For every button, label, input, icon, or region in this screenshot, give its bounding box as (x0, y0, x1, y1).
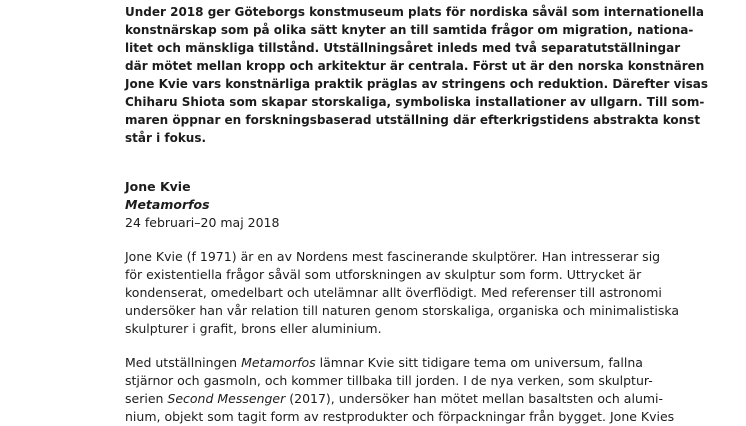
intro-line: står i fokus. (125, 131, 207, 145)
paragraph-line: undersöker han vår relation till naturen genom storskaliga, organiska och minimalistiska (125, 303, 680, 318)
intro-line: där mötet mellan kropp och arkitektur är centrala. Först ut är den norska konstnären (125, 59, 705, 73)
italic-title: Second Messenger (167, 391, 286, 406)
intro-line: Under 2018 ger Göteborgs konstmuseum plats för nordiska såväl som internationella (125, 5, 704, 19)
text-run: lämnar Kvie sitt tidigare tema om universum, fallna (315, 355, 643, 370)
paragraph-line: nium, objekt som tagit form av restprodukter och förpackningar från bygget. Jone Kvies (125, 409, 675, 424)
intro-line: Jone Kvie vars konstnärliga praktik präglas av stringens och reduktion. Därefter visas (125, 77, 708, 91)
artist-name: Jone Kvie (125, 179, 191, 194)
body-paragraph-1 (125, 248, 685, 338)
text-run: Med utställningen (125, 355, 242, 370)
paragraph-line: Jone Kvie (f 1971) är en av Nordens mest fascinerande skulptörer. Han intresserar sig (125, 249, 661, 264)
paragraph-line (125, 390, 685, 408)
paragraph-line: kondenserat, omedelbart och utelämnar allt överflödigt. Med referenser till astronomi (125, 285, 662, 300)
intro-line: Chiharu Shiota som skapar storskaliga, symboliska installationer av ullgarn. Till som- (125, 95, 705, 109)
intro-line: konstnärskap som på olika sätt knyter an till samtida frågor om migration, nationa- (125, 23, 694, 37)
paragraph-line: stjärnor och gasmoln, och kommer tillbaka till jorden. I de nya verken, som skulptur- (125, 373, 653, 388)
paragraph-line: för existentiella frågor såväl som utforskningen av skulptur som form. Uttrycket är (125, 267, 642, 282)
paragraph-line: skulpturer i grafit, brons eller aluminium. (125, 321, 382, 336)
body-paragraph-2 (125, 354, 685, 426)
text-run: serien (125, 391, 168, 406)
paragraph-line (125, 354, 685, 372)
exhibition-dates: 24 februari–20 maj 2018 (125, 215, 280, 230)
exhibition-title: Metamorfos (125, 197, 210, 212)
intro-line: litet och mänskliga tillstånd. Utställningsåret inleds med två separatutställningar (125, 41, 681, 55)
text-run: (2017), undersöker han mötet mellan basaltsten och alumi- (285, 391, 664, 406)
italic-title: Metamorfos (241, 355, 316, 370)
intro-paragraph (125, 3, 708, 147)
intro-line: maren öppnar en forskningsbaserad utställning där efterkrigstidens abstrakta konst (125, 113, 701, 127)
